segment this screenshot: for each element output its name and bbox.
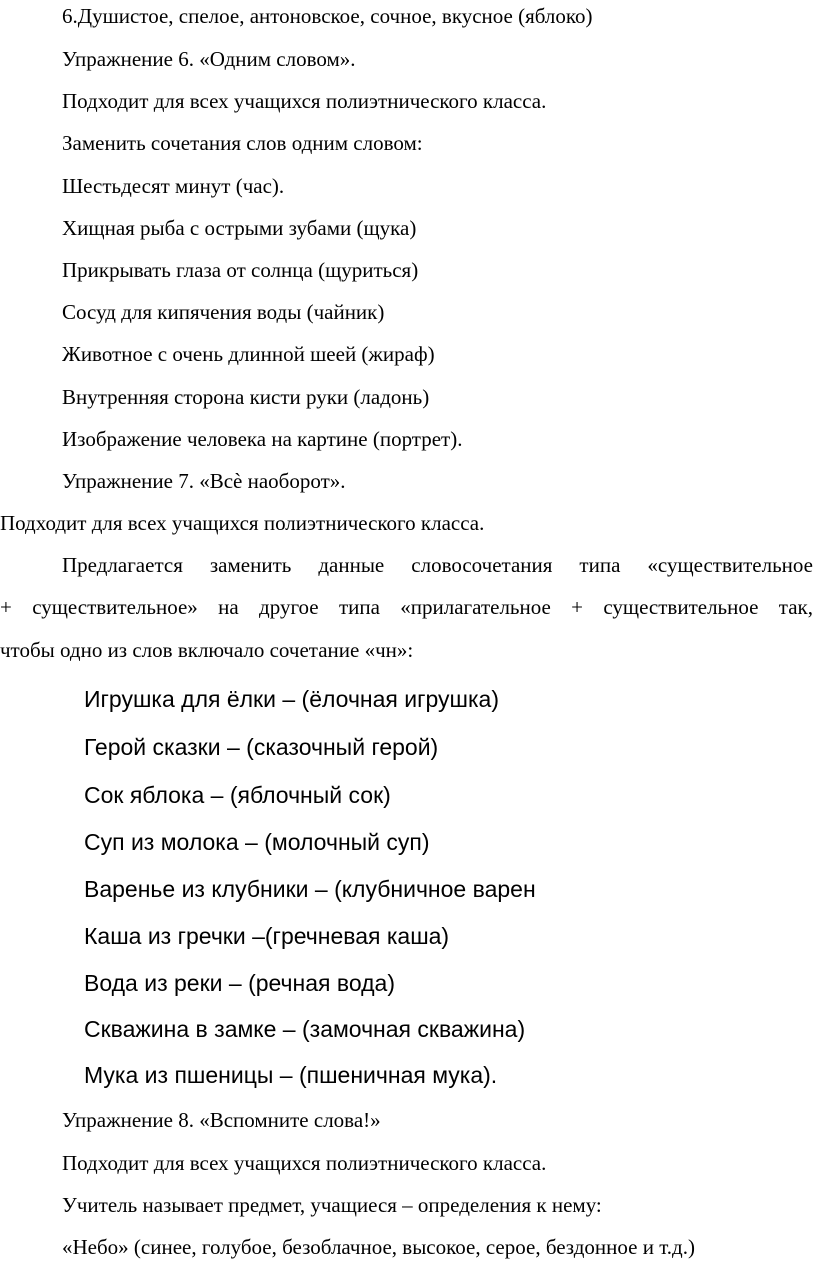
text-line: Шестьдесят минут (час). [62,174,285,198]
list-item: Герой сказки – (сказочный герой) [84,734,439,760]
list-item: Вода из реки – (речная вода) [84,970,395,996]
text-line: Заменить сочетания слов одним словом: [62,131,423,155]
text-line: 6.Душистое, спелое, антоновское, сочное, вкусное (яблоко) [62,4,593,28]
text-line: «Небо» (синее, голубое, безоблачное, высокое, серое, бездонное и т.д.) [62,1235,695,1259]
exercise-6-heading: Упражнение 6. «Одним словом». [62,47,356,71]
list-item: Сок яблока – (яблочный сок) [84,782,391,808]
list-item: Скважина в замке – (замочная скважина) [84,1016,526,1042]
instruction-line: Предлагается заменить данные словосочетания типа «существительное [62,553,813,577]
text-line: Изображение человека на картине (портрет). [62,427,463,451]
list-item: Мука из пшеницы – (пшеничная мука). [84,1062,498,1088]
list-item: Суп из молока – (молочный суп) [84,829,430,855]
text-line: Животное с очень длинной шеей (жираф) [62,342,435,366]
text-line: Подходит для всех учащихся полиэтнического класса. [62,1151,547,1175]
instruction-line: + существительное» на другое типа «прилагательное + существительное так, [0,595,813,619]
list-item: Каша из гречки –(гречневая каша) [84,923,450,949]
text-line: Внутренняя сторона кисти руки (ладонь) [62,385,430,409]
text-line: Учитель называет предмет, учащиеся – определения к нему: [62,1193,602,1217]
text-line: Подходит для всех учащихся полиэтнического класса. [0,511,485,535]
text-line: Подходит для всех учащихся полиэтнического класса. [62,89,547,113]
text-line: Прикрывать глаза от солнца (щуриться) [62,258,419,282]
text-line: Хищная рыба с острыми зубами (щука) [62,216,417,240]
list-item: Варенье из клубники – (клубничное варен [84,876,536,902]
exercise-7-heading: Упражнение 7. «Всѐ наоборот». [62,469,346,493]
instruction-line: чтобы одно из слов включало сочетание «чн»: [0,638,414,662]
text-line: Сосуд для кипячения воды (чайник) [62,300,385,324]
list-item: Игрушка для ёлки – (ёлочная игрушка) [84,686,500,712]
exercise-8-heading: Упражнение 8. «Вспомните слова!» [62,1108,381,1132]
